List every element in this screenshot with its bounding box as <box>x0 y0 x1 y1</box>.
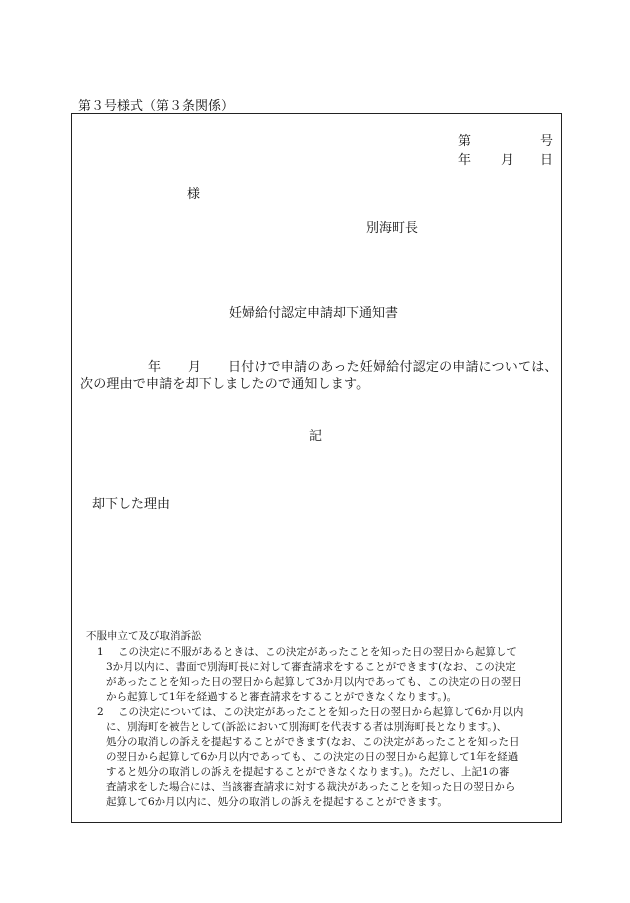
date-year: 年 <box>458 153 472 168</box>
appeal-note-2-line: すると処分の取消しの訴えを提起することができなくなります。)。ただし、上記1の審 <box>106 766 510 778</box>
appeal-note-1-line: があったことを知った日の翌日から起算して3か月以内であっても、この決定の日の翌日 <box>106 676 522 688</box>
document-title: 妊婦給付認定申請却下通知書 <box>229 306 399 321</box>
number-suffix: 号 <box>540 134 554 149</box>
rejection-reason-label: 却下した理由 <box>92 497 171 512</box>
appeal-note-2-line: 処分の取消しの訴えを提起することができます(なお、この決定があったことを知った日 <box>106 736 520 748</box>
appeal-note-2-line: この決定については、この決定があったことを知った日の翌日から起算して6か月以内 <box>118 706 524 718</box>
body-line1: 日付けで申請のあった妊婦給付認定の申請については、 <box>228 360 558 375</box>
sender-name: 別海町長 <box>366 221 419 236</box>
appeal-note-1-line: 3か月以内に、書面で別海町長に対して審査請求をすることができます(なお、この決定 <box>106 661 516 673</box>
appeal-notes-heading: 不服申立て及び取消訴訟 <box>86 630 202 642</box>
date-day: 日 <box>540 153 554 168</box>
form-number-label: 第３号様式（第３条関係） <box>78 99 235 114</box>
number-prefix: 第 <box>458 134 472 149</box>
appeal-note-1-line: この決定に不服があるときは、この決定があったことを知った日の翌日から起算して <box>118 646 517 658</box>
ki-mark: 記 <box>309 429 323 444</box>
recipient-suffix: 様 <box>187 187 201 202</box>
body-month: 月 <box>188 360 202 375</box>
appeal-note-1-line: から起算して1年を経過すると審査請求をすることができなくなります。)。 <box>106 691 458 703</box>
appeal-note-2-line: 起算して6か月以内に、処分の取消しの訴えを提起することができます。 <box>106 796 448 808</box>
appeal-note-1-number: 1 <box>97 646 104 658</box>
appeal-note-2-number: 2 <box>97 706 104 718</box>
body-line2: 次の理由で申請を却下しましたので通知します。 <box>80 377 370 392</box>
appeal-note-2-line: に、別海町を被告として(訴訟において別海町を代表する者は別海町長となります。)、 <box>106 721 508 733</box>
date-month: 月 <box>501 153 515 168</box>
appeal-note-2-line: 査請求をした場合には、当該審査請求に対する裁決があったことを知った日の翌日から <box>106 781 516 793</box>
appeal-note-2-line: の翌日から起算して6か月以内であっても、この決定の日の翌日から起算して1年を経過 <box>106 751 519 763</box>
body-year: 年 <box>148 360 162 375</box>
